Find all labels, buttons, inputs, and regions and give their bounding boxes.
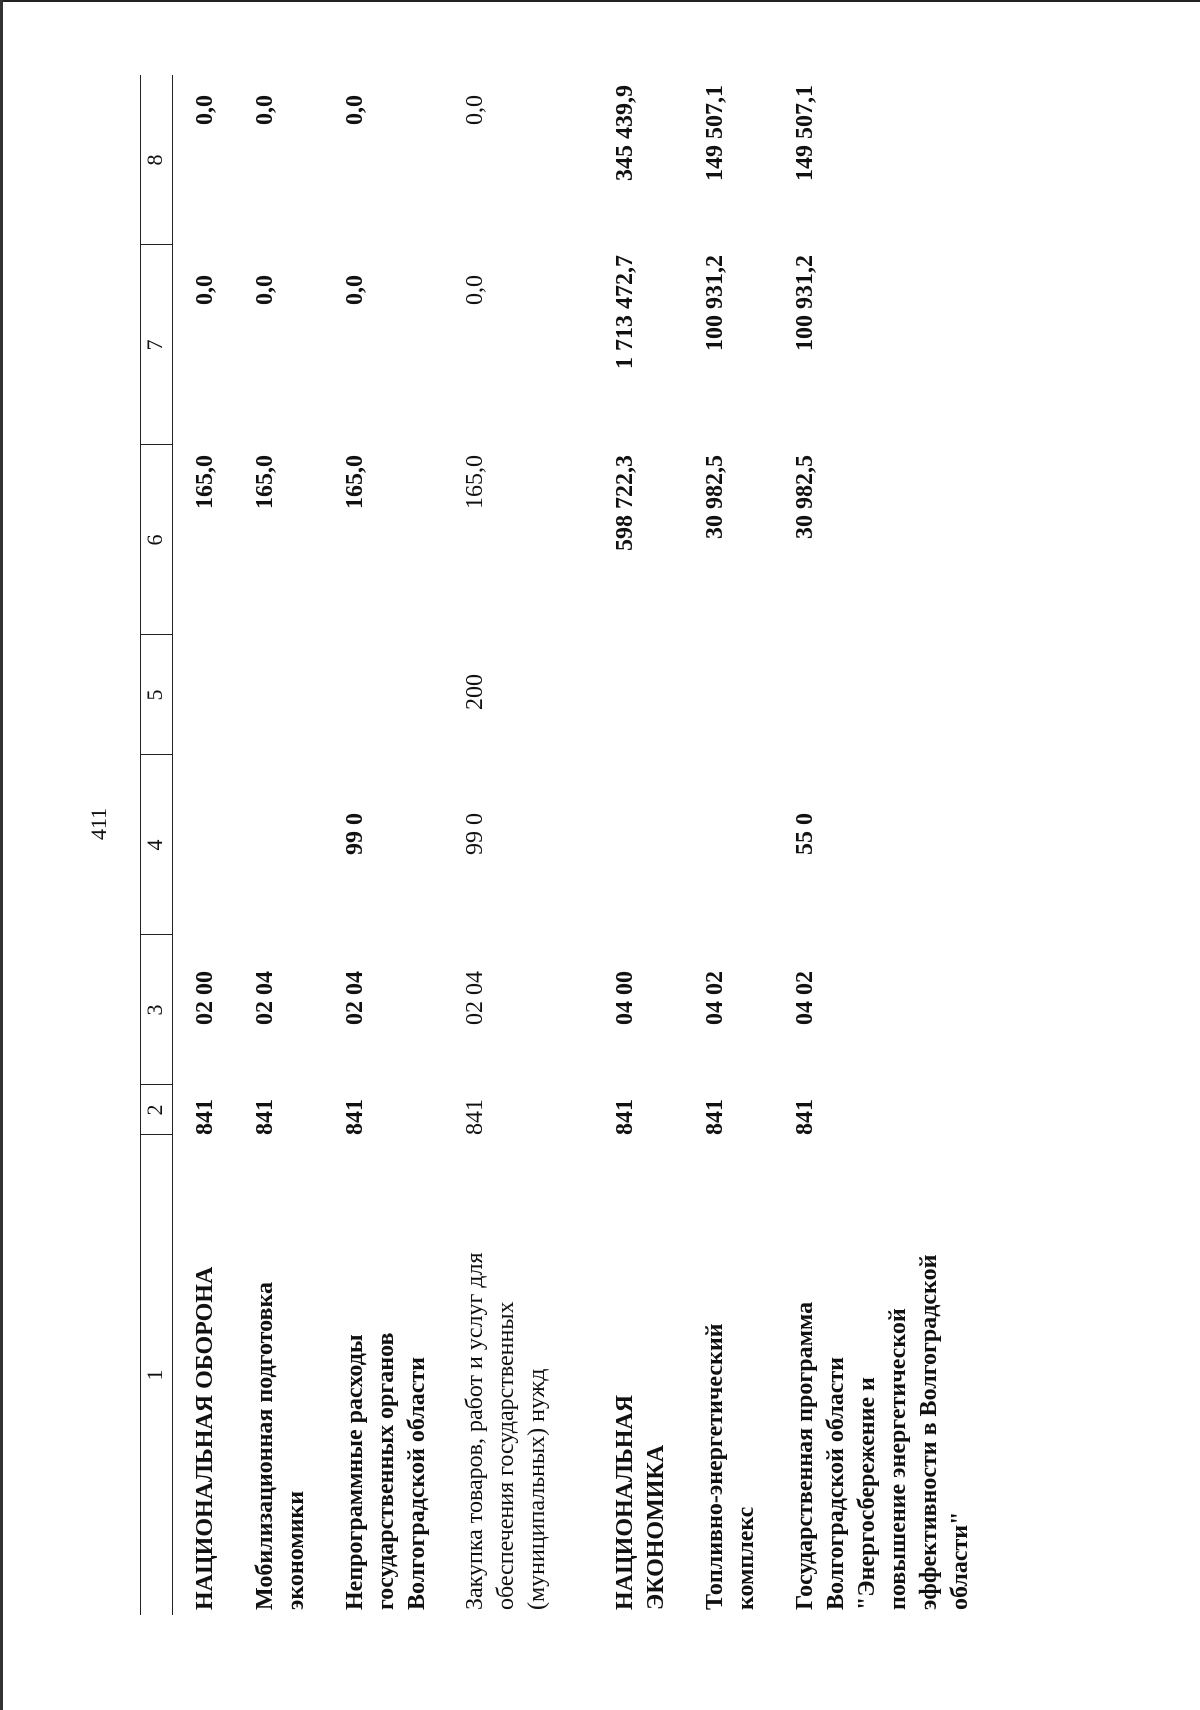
- scan-edge-top: [0, 0, 1200, 2]
- cell-col-3: 02 04: [342, 971, 368, 1025]
- cell-col-8: 0,0: [342, 95, 368, 125]
- cell-col-8: 149 507,1: [702, 85, 728, 181]
- cell-col-2: 841: [252, 1099, 278, 1135]
- cell-col-7: 100 931,2: [702, 255, 728, 351]
- header-col-6: 6: [142, 534, 167, 546]
- cell-col-2: 841: [462, 1099, 488, 1135]
- cell-col-8: 149 507,1: [792, 85, 818, 181]
- cell-col-7: 0,0: [342, 275, 368, 305]
- cell-col-6: 165,0: [342, 455, 368, 509]
- cell-col-7: 0,0: [252, 275, 278, 305]
- cell-col-6: 30 982,5: [792, 455, 818, 539]
- cell-col-3: 04 02: [792, 971, 818, 1025]
- cell-col-3: 02 00: [192, 971, 218, 1025]
- cell-col-4: 99 0: [342, 813, 368, 855]
- cell-col-6: 30 982,5: [702, 455, 728, 539]
- row-label: Топливно-энергетический комплекс: [702, 1323, 759, 1610]
- scan-edge-left: [0, 0, 3, 1710]
- row-label: Закупка товаров, работ и услуг для обеспечения государственных (муниципальных) нужд: [462, 1252, 550, 1610]
- header-col-2: 2: [142, 1104, 167, 1116]
- row-label: Мобилизационная подготовка экономики: [252, 1282, 309, 1610]
- row-label: НАЦИОНАЛЬНАЯ ОБОРОНА: [192, 1266, 218, 1610]
- row-label: Государственная программа Волгоградской области "Энергосбережение и повышение энергетической эффективности в Волгоградской области": [792, 1254, 973, 1610]
- cell-col-3: 02 04: [462, 971, 488, 1025]
- cell-col-4: 55 0: [792, 813, 818, 855]
- cell-col-3: 04 00: [612, 971, 638, 1025]
- row-label: Непрограммные расходы государственных органов Волгоградской области: [342, 1332, 430, 1610]
- header-col-8: 8: [142, 154, 167, 166]
- cell-col-2: 841: [192, 1099, 218, 1135]
- cell-col-2: 841: [792, 1099, 818, 1135]
- cell-col-3: 02 04: [252, 971, 278, 1025]
- budget-table: [140, 75, 1200, 1615]
- cell-col-3: 04 02: [702, 971, 728, 1025]
- cell-col-7: 0,0: [192, 275, 218, 305]
- cell-col-7: 1 713 472,7: [612, 255, 638, 369]
- page-number: 411: [86, 807, 111, 840]
- cell-col-7: 0,0: [462, 275, 488, 305]
- cell-col-6: 598 722,3: [612, 455, 638, 551]
- cell-col-2: 841: [342, 1099, 368, 1135]
- header-col-7: 7: [142, 339, 167, 351]
- header-col-4: 4: [142, 839, 167, 851]
- row-label: НАЦИОНАЛЬНАЯ ЭКОНОМИКА: [612, 1394, 669, 1610]
- cell-col-8: 0,0: [252, 95, 278, 125]
- cell-col-2: 841: [702, 1099, 728, 1135]
- header-col-3: 3: [142, 1004, 167, 1016]
- cell-col-4: 99 0: [462, 813, 488, 855]
- header-col-5: 5: [142, 689, 167, 701]
- header-top-rule: [140, 75, 141, 1615]
- cell-col-8: 0,0: [192, 95, 218, 125]
- cell-col-5: 200: [462, 674, 488, 710]
- cell-col-8: 345 439,9: [612, 85, 638, 181]
- header-bottom-rule: [172, 75, 173, 1615]
- cell-col-8: 0,0: [462, 95, 488, 125]
- cell-col-6: 165,0: [192, 455, 218, 509]
- cell-col-2: 841: [612, 1099, 638, 1135]
- cell-col-6: 165,0: [252, 455, 278, 509]
- cell-col-6: 165,0: [462, 455, 488, 509]
- cell-col-7: 100 931,2: [792, 255, 818, 351]
- header-col-1: 1: [142, 1369, 167, 1381]
